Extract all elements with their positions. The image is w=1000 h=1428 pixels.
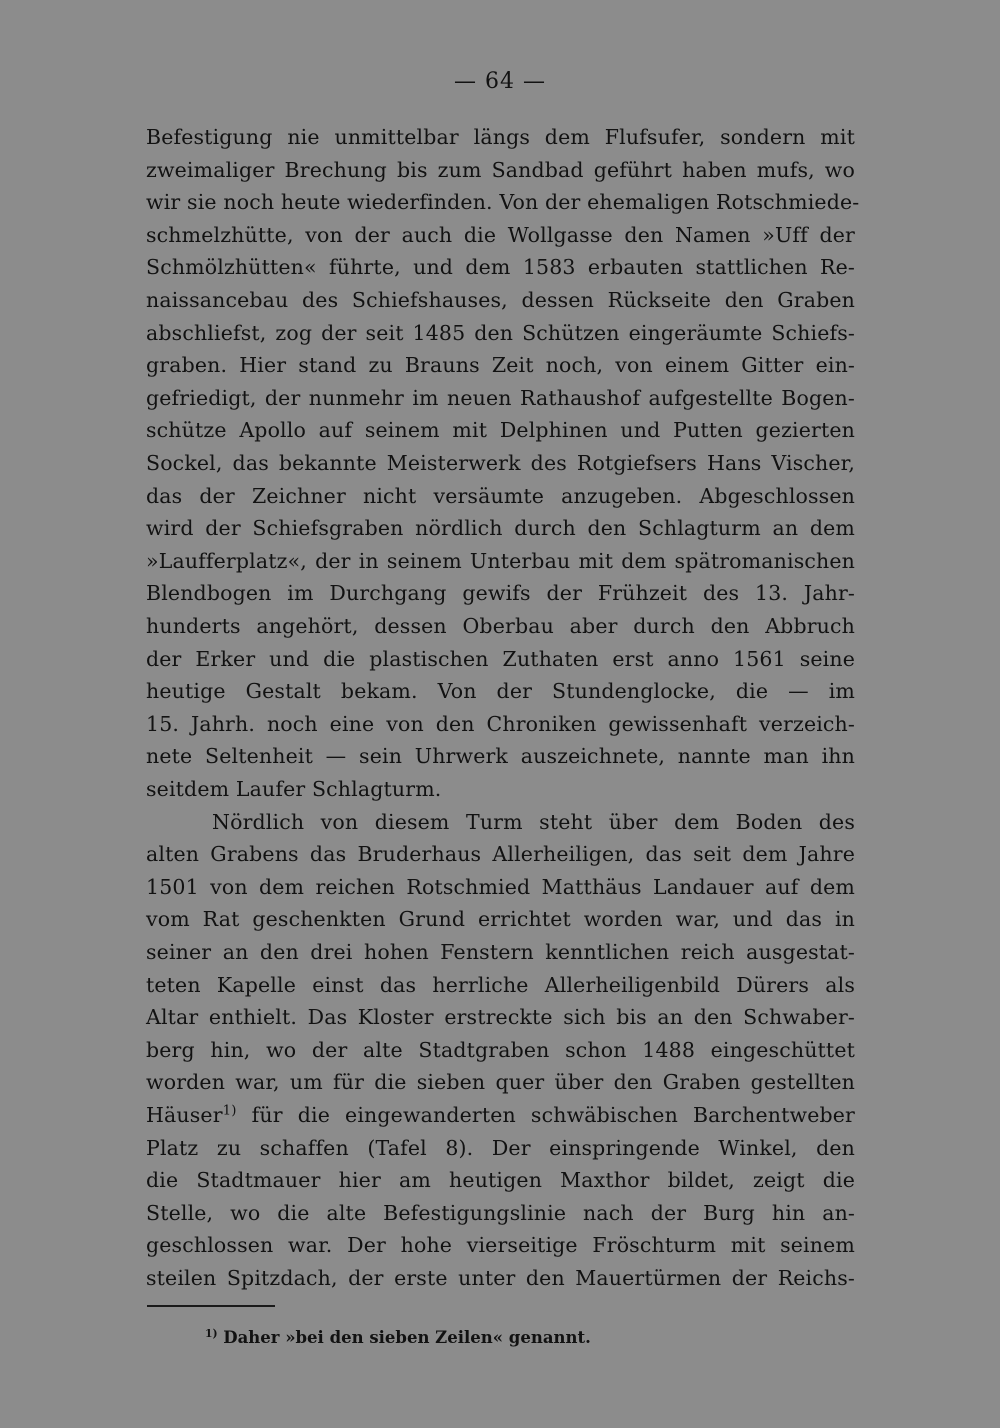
text-line: berg hin, wo der alte Stadtgraben schon 1488 eingeschüttet — [146, 1037, 855, 1062]
text-line: der Erker und die plastischen Zuthaten erst anno 1561 seine — [146, 646, 855, 671]
text-line: das der Zeichner nicht versäumte anzugeben. Abgeschlossen — [146, 483, 855, 508]
text-line: Altar enthielt. Das Kloster erstreckte sich bis an den Schwaber- — [146, 1005, 855, 1030]
text-line: schmelzhütte, von der auch die Wollgasse den Namen »Uff der — [146, 222, 855, 247]
paragraph-end-line: seitdem Laufer Schlagturm. — [146, 777, 442, 801]
text-line: die Stadtmauer hier am heutigen Maxthor bildet, zeigt die — [146, 1168, 855, 1193]
text-line: Blendbogen im Durchgang gewifs der Frühzeit des 13. Jahr- — [146, 581, 855, 606]
text-line: wir sie noch heute wiederfinden. Von der ehemaligen Rotschmiede- — [146, 190, 860, 215]
text-line: seiner an den drei hohen Fenstern kenntlichen reich ausgestat- — [146, 940, 855, 964]
text-segment: für die eingewanderten schwäbischen Barchentweber — [251, 1103, 855, 1127]
text-line: Stelle, wo die alte Befestigungslinie nach der Burg hin an- — [146, 1200, 855, 1225]
text-line: abschliefst, zog der seit 1485 den Schützen eingeräumte Schiefs- — [146, 320, 855, 345]
text-line: graben. Hier stand zu Brauns Zeit noch, von einem Gitter ein- — [146, 353, 855, 378]
footnote-reference: 1) — [222, 1103, 237, 1119]
footnote-marker: 1) — [205, 1327, 218, 1341]
text-line: »Laufferplatz«, der in seinem Unterbau mit dem spätromanischen — [146, 548, 855, 573]
text-line: hunderts angehört, dessen Oberbau aber durch den Abbruch — [146, 614, 855, 638]
text-line: heutige Gestalt bekam. Von der Stundenglocke, die — im — [146, 679, 855, 704]
text-line: alten Grabens das Bruderhaus Allerheiligen, das seit dem Jahre — [146, 842, 855, 867]
paragraph-start-line: Nördlich von diesem Turm steht über dem Boden des — [212, 809, 855, 834]
page-number: — 64 — — [454, 69, 546, 94]
text-line: 1501 von dem reichen Rotschmied Matthäus Landauer auf dem — [146, 874, 855, 899]
text-segment: Häuser — [146, 1103, 223, 1127]
footnote-text: Daher »bei den sieben Zeilen« genannt. — [223, 1328, 591, 1347]
text-line: Platz zu schaffen (Tafel 8). Der einspringende Winkel, den — [146, 1135, 855, 1160]
text-line: schütze Apollo auf seinem mit Delphinen und Putten gezierten — [146, 418, 855, 443]
text-line: vom Rat geschenkten Grund errichtet worden war, und das in — [146, 907, 855, 932]
footnote — [205, 1323, 591, 1353]
text-line: 15. Jahrh. noch eine von den Chroniken gewissenhaft verzeich- — [146, 711, 855, 736]
text-line: naissancebau des Schiefshauses, dessen Rückseite den Graben — [146, 288, 855, 312]
text-line: gefriedigt, der nunmehr im neuen Rathaushof aufgestellte Bogen- — [146, 385, 855, 410]
text-line-with-footnote-ref — [146, 1099, 855, 1132]
text-line: steilen Spitzdach, der erste unter den Mauertürmen der Reichs- — [146, 1266, 855, 1290]
text-line: teten Kapelle einst das herrliche Allerheiligenbild Dürers als — [146, 972, 855, 997]
text-line: Befestigung nie unmittelbar längs dem Flufsufer, sondern mit — [146, 125, 855, 149]
text-line: Schmölzhütten« führte, und dem 1583 erbauten stattlichen Re- — [146, 255, 855, 280]
footnote-separator — [147, 1305, 275, 1307]
text-line: Sockel, das bekannte Meisterwerk des Rotgiefsers Hans Vischer, — [146, 451, 855, 475]
text-line: nete Seltenheit — sein Uhrwerk auszeichnete, nannte man ihn — [146, 744, 855, 769]
text-line: geschlossen war. Der hohe vierseitige Fröschturm mit seinem — [146, 1233, 855, 1258]
text-line: worden war, um für die sieben quer über den Graben gestellten — [146, 1070, 855, 1095]
text-line: zweimaliger Brechung bis zum Sandbad geführt haben mufs, wo — [146, 157, 855, 182]
text-line: wird der Schiefsgraben nördlich durch den Schlagturm an dem — [146, 516, 855, 541]
